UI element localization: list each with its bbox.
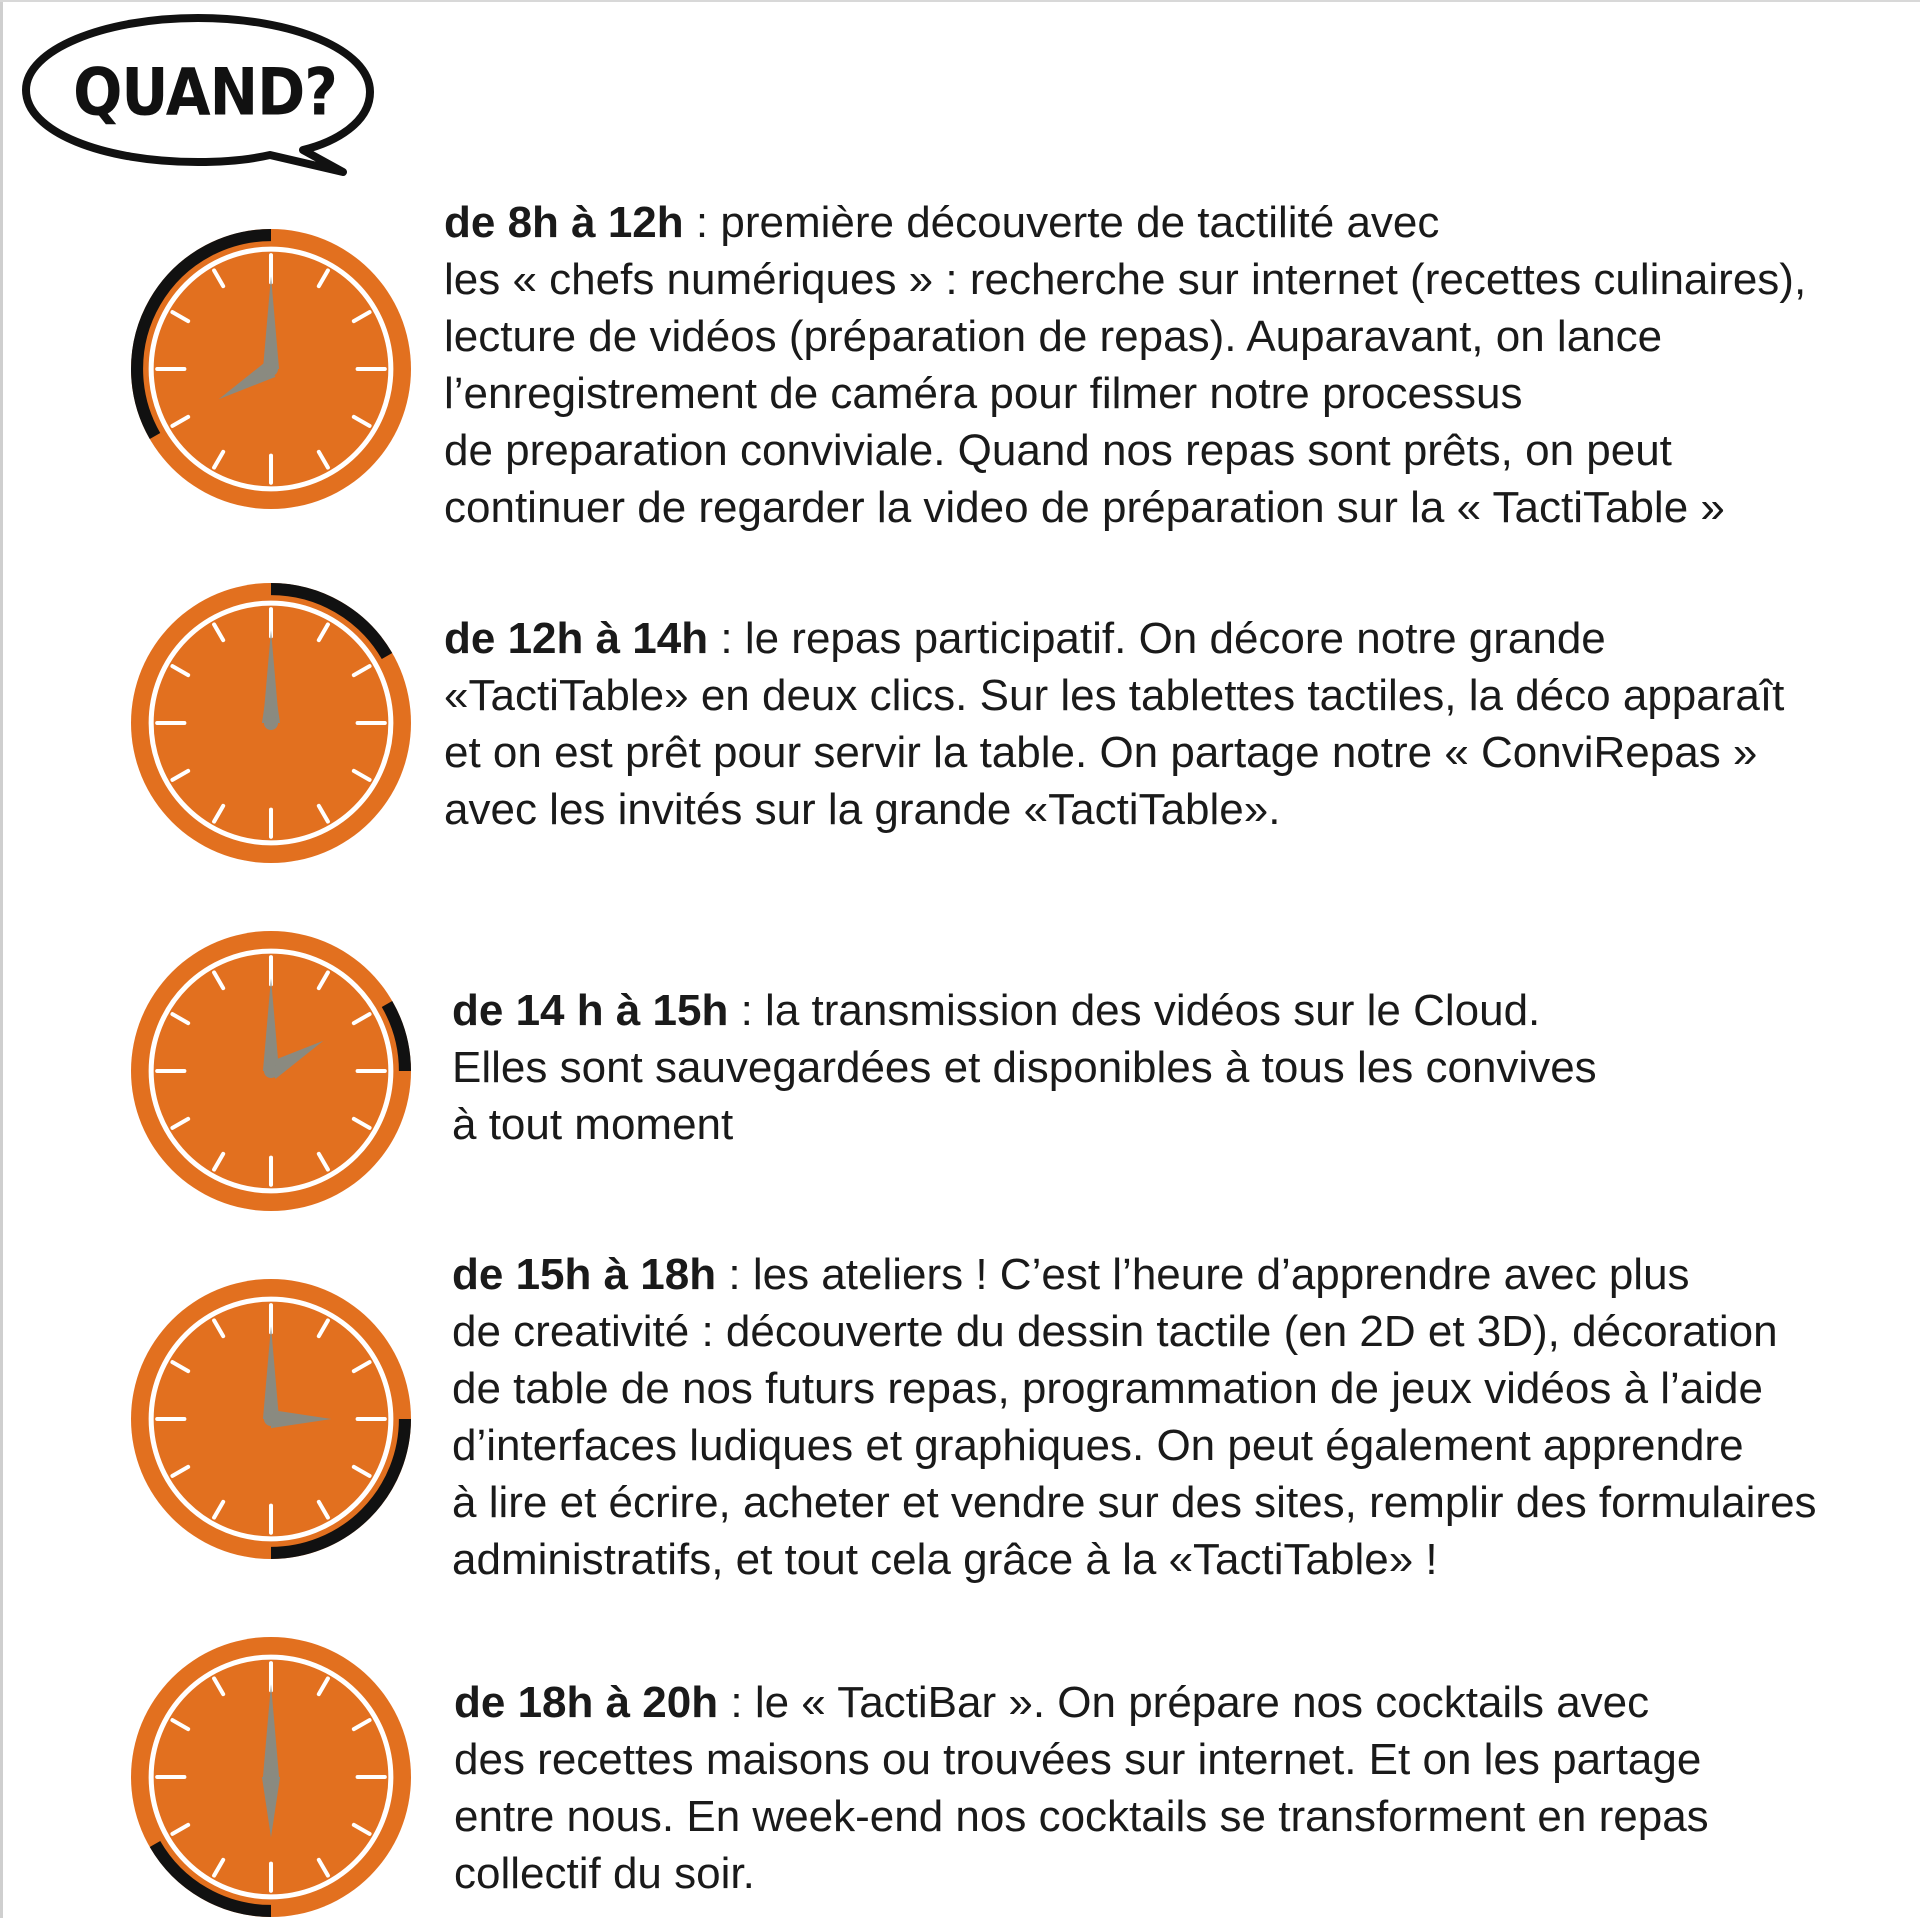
entry-text: et on est prêt pour servir la table. On partage notre « ConviRepas » [444,728,1758,777]
entry-text: à lire et écrire, acheter et vendre sur des sites, remplir des formulaires [452,1478,1817,1527]
time-label: de 18h à 20h [454,1678,719,1727]
entry-text: les « chefs numériques » : recherche sur internet (recettes culinaires), [444,255,1807,304]
schedule-entry-8h-12h [444,194,1806,536]
clock-hub [264,362,278,376]
schedule-entry-15h-18h [452,1246,1817,1588]
entry-text: à tout moment [452,1100,734,1149]
time-label: de 14 h à 15h [452,986,729,1035]
entry-text: : les ateliers ! C’est l’heure d’apprendre avec plus [728,1250,1690,1299]
clock-icon-12h-14h [130,582,412,864]
clock-face [130,582,412,864]
clock-face [130,1636,412,1918]
entry-text: Elles sont sauvegardées et disponibles à tous les convives [452,1043,1597,1092]
speech-bubble [18,10,378,180]
page-top-border [0,0,1920,2]
clock-face [130,228,412,510]
entry-text: de table de nos futurs repas, programmation de jeux vidéos à l’aide [452,1364,1763,1413]
entry-text: : le « TactiBar ». On prépare nos cocktails avec [730,1678,1650,1727]
clock-face [130,930,412,1212]
entry-text: d’interfaces ludiques et graphiques. On peut également apprendre [452,1421,1744,1470]
schedule-entry-14h-15h [452,982,1597,1153]
entry-text: l’enregistrement de caméra pour filmer notre processus [444,369,1523,418]
time-label: de 12h à 14h [444,614,709,663]
entry-text: entre nous. En week-end nos cocktails se transforment en repas [454,1792,1709,1841]
entry-text: : le repas participatif. On décore notre grande [720,614,1606,663]
schedule-entry-12h-14h [444,610,1784,838]
time-label: de 15h à 18h [452,1250,717,1299]
entry-text: continuer de regarder la video de préparation sur la « TactiTable » [444,483,1725,532]
entry-text: collectif du soir. [454,1849,755,1898]
entry-text: de preparation conviviale. Quand nos repas sont prêts, on peut [444,426,1672,475]
entry-text: : première découverte de tactilité avec [695,198,1440,247]
entry-text: : la transmission des vidéos sur le Cloud. [740,986,1541,1035]
page-border [0,0,3,1918]
clock-hub [264,1412,278,1426]
entry-text: administratifs, et tout cela grâce à la «TactiTable» ! [452,1535,1438,1584]
entry-text: lecture de vidéos (préparation de repas). Auparavant, on lance [444,312,1663,361]
time-label: de 8h à 12h [444,198,684,247]
clock-face [130,1278,412,1560]
clock-icon-14h-15h [130,930,412,1212]
schedule-entry-18h-20h [454,1674,1709,1902]
page-title: QUAND? [73,53,337,131]
clock-hub [264,716,278,730]
clock-hub [264,1064,278,1078]
entry-text: avec les invités sur la grande «TactiTable». [444,785,1281,834]
entry-text: de creativité : découverte du dessin tactile (en 2D et 3D), décoration [452,1307,1778,1356]
clock-hub [264,1770,278,1784]
clock-icon-15h-18h [130,1278,412,1560]
entry-text: «TactiTable» en deux clics. Sur les tablettes tactiles, la déco apparaît [444,671,1785,720]
clock-icon-8h-12h [130,228,412,510]
entry-text: des recettes maisons ou trouvées sur internet. Et on les partage [454,1735,1702,1784]
clock-icon-18h-20h [130,1636,412,1918]
